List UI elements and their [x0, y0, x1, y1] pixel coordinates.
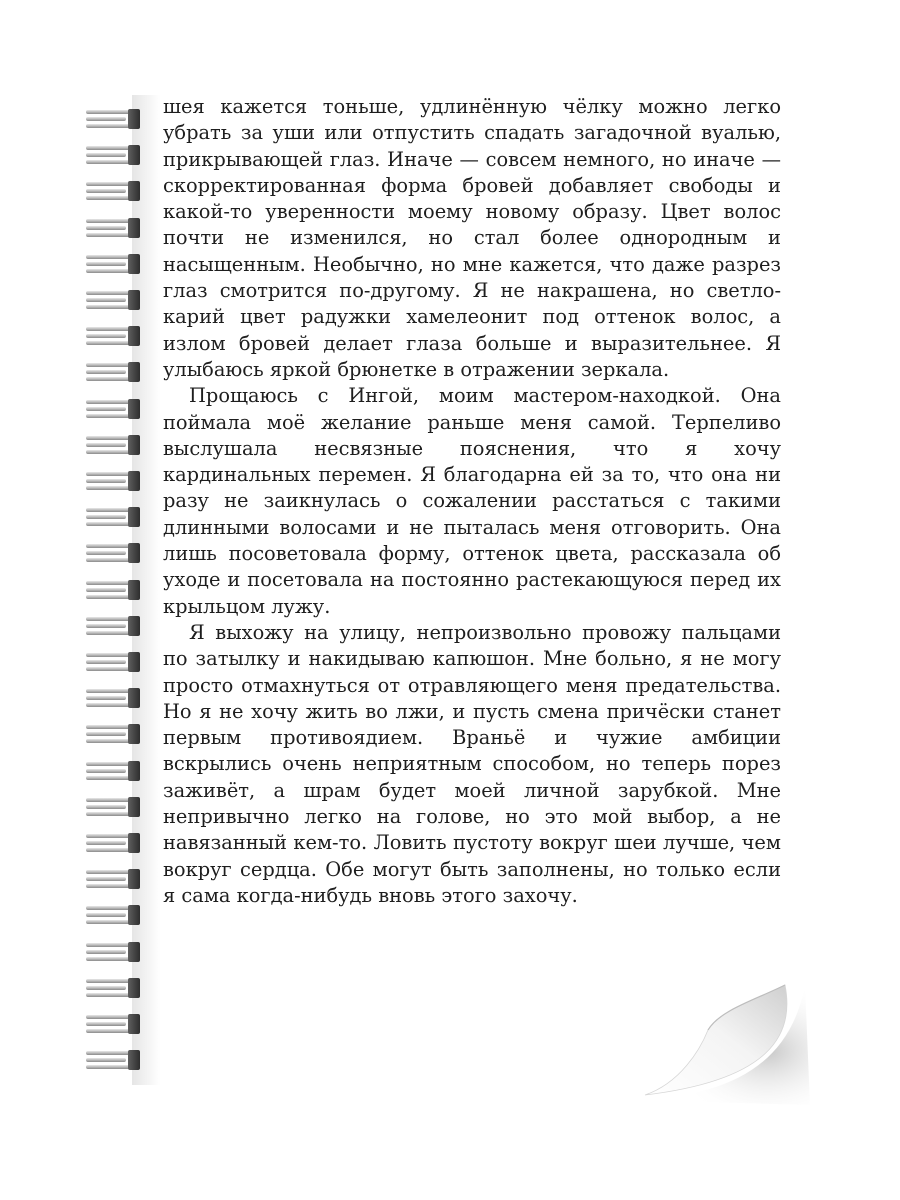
spiral-ring-icon	[86, 615, 142, 637]
ring-wire	[86, 219, 132, 223]
ring-wire	[86, 370, 126, 374]
ring-wire	[86, 515, 126, 519]
ring-wire	[86, 479, 126, 483]
ring-wire	[86, 160, 132, 164]
ring-wire	[86, 660, 126, 664]
ring-wire	[86, 117, 126, 121]
ring-wire	[86, 450, 132, 454]
ring-wire	[86, 522, 132, 526]
ring-hole	[128, 688, 140, 708]
spiral-ring-icon	[86, 651, 142, 673]
spiral-ring-icon	[86, 434, 142, 456]
spiral-ring-icon	[86, 398, 142, 420]
ring-wire	[86, 993, 132, 997]
ring-hole	[128, 471, 140, 491]
ring-wire	[86, 913, 126, 917]
spiral-ring-icon	[86, 506, 142, 528]
ring-wire	[86, 443, 126, 447]
ring-wire	[86, 341, 132, 345]
ring-wire	[86, 196, 132, 200]
ring-wire	[86, 595, 132, 599]
ring-hole	[128, 181, 140, 201]
ring-wire	[86, 269, 132, 273]
ring-wire	[86, 689, 132, 693]
ring-hole	[128, 580, 140, 600]
page-curl-icon	[620, 955, 810, 1105]
paragraph-1: шея кажется тоньше, удлинённую чёлку можно легко убрать за уши или отпустить спадать загадочной вуалью, прикрывающей глаз. Иначе — совсем немного, но иначе — скорректированная форма бровей добавляет свободы и какой-то уверенности моему новому образу. Цвет волос почти не изменился, но стал более однородным и насыщенным. Необычно, но мне кажется, что даже разрез глаз смотрится по-другому. Я не накрашена, но светло-карий цвет радужки хамелеонит под оттенок волос, а излом бровей делает глаза больше и выразительнее. Я улыбаюсь яркой брюнетке в отражении зеркала.	[163, 95, 781, 381]
spiral-ring-icon	[86, 542, 142, 564]
ring-wire	[86, 334, 126, 338]
ring-wire	[86, 667, 132, 671]
ring-wire	[86, 617, 132, 621]
spiral-ring-icon	[86, 108, 142, 130]
ring-wire	[86, 182, 132, 186]
ring-wire	[86, 486, 132, 490]
ring-wire	[86, 588, 126, 592]
ring-hole	[128, 218, 140, 238]
ring-hole	[128, 869, 140, 889]
ring-hole	[128, 724, 140, 744]
ring-wire	[86, 805, 126, 809]
spiral-ring-icon	[86, 1049, 142, 1071]
ring-wire	[86, 363, 132, 367]
ring-wire	[86, 769, 126, 773]
ring-hole	[128, 1050, 140, 1070]
paragraph-3: Я выхожу на улицу, непроизвольно провожу пальцами по затылку и накидываю капюшон. Мне больно, я не могу просто отмахнуться от отравляющего меня предательства. Но я не хочу жить во лжи, и пусть смена причёски станет первым противоядием. Враньё и чужие амбиции вскрылись очень неприятным способом, но теперь порез заживёт, а шрам будет моей личной зарубкой. Мне непривычно легко на голове, но это мой выбор, а не навязанный кем-то. Ловить пустоту вокруг шеи лучше, чем вокруг сердца. Обе могут быть заполнены, но только если я сама когда-нибудь вновь этого захочу.	[163, 620, 781, 907]
ring-hole	[128, 1014, 140, 1034]
ring-wire	[86, 841, 126, 845]
ring-wire	[86, 110, 132, 114]
ring-wire	[86, 544, 132, 548]
ring-wire	[86, 508, 132, 512]
spiral-ring-icon	[86, 325, 142, 347]
ring-wire	[86, 472, 132, 476]
ring-hole	[128, 833, 140, 853]
ring-wire	[86, 146, 132, 150]
ring-hole	[128, 290, 140, 310]
spiral-ring-icon	[86, 1013, 142, 1035]
ring-hole	[128, 942, 140, 962]
ring-wire	[86, 233, 132, 237]
spiral-ring-icon	[86, 977, 142, 999]
ring-wire	[86, 305, 132, 309]
ring-wire	[86, 377, 132, 381]
spiral-ring-icon	[86, 180, 142, 202]
ring-wire	[86, 558, 132, 562]
ring-hole	[128, 254, 140, 274]
ring-wire	[86, 153, 126, 157]
body-text	[163, 94, 781, 909]
ring-wire	[86, 906, 132, 910]
ring-hole	[128, 507, 140, 527]
ring-wire	[86, 812, 132, 816]
ring-wire	[86, 624, 126, 628]
ring-wire	[86, 327, 132, 331]
paragraph-2: Прощаюсь с Ингой, моим мастером-находкой. Она поймала моё желание раньше меня самой. Терпеливо выслушала несвязные пояснения, что я хочу кардинальных перемен. Я благодарна ей за то, что она ни разу не заикнулась о сожалении расстаться с такими длинными волосами и не пыталась меня отговорить. Она лишь посоветовала форму, оттенок цвета, рассказала об уходе и посетовала на постоянно растекающуюся перед их крыльцом лужу.	[163, 384, 781, 618]
spiral-ring-icon	[86, 723, 142, 745]
ring-wire	[86, 226, 126, 230]
ring-wire	[86, 631, 132, 635]
ring-wire	[86, 298, 126, 302]
ring-wire	[86, 400, 132, 404]
ring-wire	[86, 1015, 132, 1019]
ring-wire	[86, 739, 132, 743]
ring-wire	[86, 1022, 126, 1026]
ring-hole	[128, 797, 140, 817]
ring-wire	[86, 848, 132, 852]
ring-wire	[86, 255, 132, 259]
ring-hole	[128, 326, 140, 346]
ring-wire	[86, 291, 132, 295]
ring-hole	[128, 905, 140, 925]
ring-hole	[128, 761, 140, 781]
spiral-ring-icon	[86, 470, 142, 492]
ring-wire	[86, 725, 132, 729]
ring-wire	[86, 776, 132, 780]
ring-wire	[86, 189, 126, 193]
spiral-ring-icon	[86, 217, 142, 239]
ring-wire	[86, 877, 126, 881]
ring-wire	[86, 436, 132, 440]
ring-hole	[128, 435, 140, 455]
ring-wire	[86, 262, 126, 266]
ring-wire	[86, 124, 132, 128]
spiral-ring-icon	[86, 687, 142, 709]
ring-hole	[128, 543, 140, 563]
ring-wire	[86, 1058, 126, 1062]
ring-wire	[86, 762, 132, 766]
ring-wire	[86, 653, 132, 657]
spiral-ring-icon	[86, 868, 142, 890]
ring-wire	[86, 798, 132, 802]
ring-wire	[86, 414, 132, 418]
ring-wire	[86, 551, 126, 555]
ring-wire	[86, 986, 126, 990]
spiral-ring-icon	[86, 289, 142, 311]
ring-wire	[86, 884, 132, 888]
ring-wire	[86, 732, 126, 736]
spiral-ring-icon	[86, 760, 142, 782]
spiral-ring-icon	[86, 361, 142, 383]
ring-wire	[86, 979, 132, 983]
ring-wire	[86, 581, 132, 585]
ring-hole	[128, 109, 140, 129]
ring-hole	[128, 145, 140, 165]
spiral-ring-icon	[86, 904, 142, 926]
spiral-ring-icon	[86, 144, 142, 166]
ring-wire	[86, 1051, 132, 1055]
ring-wire	[86, 1029, 132, 1033]
ring-hole	[128, 399, 140, 419]
spiral-ring-icon	[86, 832, 142, 854]
ring-hole	[128, 362, 140, 382]
spiral-ring-icon	[86, 796, 142, 818]
ring-wire	[86, 950, 126, 954]
ring-wire	[86, 834, 132, 838]
ring-wire	[86, 1065, 132, 1069]
spiral-ring-icon	[86, 579, 142, 601]
ring-wire	[86, 943, 132, 947]
spiral-ring-icon	[86, 941, 142, 963]
ring-wire	[86, 696, 126, 700]
ring-hole	[128, 978, 140, 998]
spiral-ring-icon	[86, 253, 142, 275]
ring-hole	[128, 616, 140, 636]
spiral-binding-icon	[86, 108, 146, 1088]
ring-wire	[86, 703, 132, 707]
ring-wire	[86, 407, 126, 411]
ring-hole	[128, 652, 140, 672]
ring-wire	[86, 920, 132, 924]
ring-wire	[86, 957, 132, 961]
ring-wire	[86, 870, 132, 874]
